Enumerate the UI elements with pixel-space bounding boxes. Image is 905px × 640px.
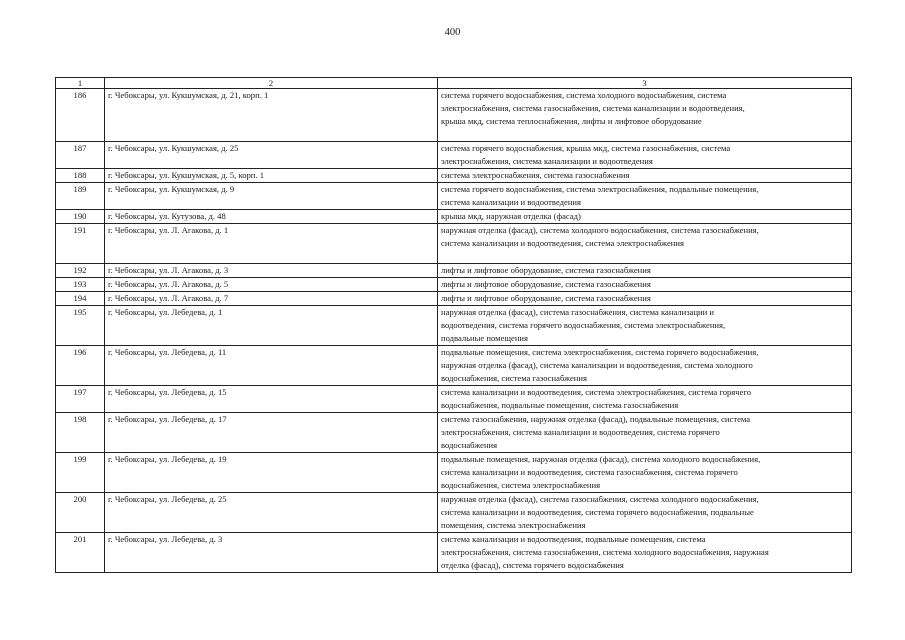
row-number: 194 xyxy=(56,292,105,306)
systems-line: наружная отделка (фасад), система газоснабжения, система канализации и xyxy=(441,307,714,317)
row-systems xyxy=(438,346,852,386)
table-row xyxy=(56,169,852,183)
systems-line: электроснабжения, система канализации и водоотведения xyxy=(441,156,653,166)
systems-line: подвальные помещения, система электроснабжения, система горячего водоснабжения, xyxy=(441,347,759,357)
row-address: г. Чебоксары, ул. Л. Агакова, д. 5 xyxy=(105,278,438,292)
row-address: г. Чебоксары, ул. Л. Агакова, д. 7 xyxy=(105,292,438,306)
systems-line: лифты и лифтовое оборудование, система газоснабжения xyxy=(441,279,651,289)
systems-line: отделка (фасад), система горячего водоснабжения xyxy=(441,560,624,570)
row-number: 193 xyxy=(56,278,105,292)
row-number: 190 xyxy=(56,210,105,224)
row-address: г. Чебоксары, ул. Лебедева, д. 19 xyxy=(105,453,438,493)
row-systems xyxy=(438,413,852,453)
row-address: г. Чебоксары, ул. Лебедева, д. 17 xyxy=(105,413,438,453)
row-systems xyxy=(438,89,852,142)
table-row xyxy=(56,210,852,224)
systems-line: водоснабжения, подвальные помещения, система газоснабжения xyxy=(441,400,679,410)
systems-line: лифты и лифтовое оборудование, система газоснабжения xyxy=(441,293,651,303)
table-row xyxy=(56,493,852,533)
systems-line: система газоснабжения, наружная отделка (фасад), подвальные помещения, система xyxy=(441,414,751,424)
systems-line: наружная отделка (фасад), система газоснабжения, система холодного водоснабжения, xyxy=(441,494,759,504)
row-number: 195 xyxy=(56,306,105,346)
row-address: г. Чебоксары, ул. Лебедева, д. 3 xyxy=(105,533,438,573)
table-row xyxy=(56,386,852,413)
systems-line: водоотведения, система горячего водоснабжения, система электроснабжения, xyxy=(441,320,726,330)
row-number: 188 xyxy=(56,169,105,183)
systems-line: система горячего водоснабжения, крыша мкд, система газоснабжения, система xyxy=(441,143,731,153)
table-row xyxy=(56,413,852,453)
row-address: г. Чебоксары, ул. Лебедева, д. 11 xyxy=(105,346,438,386)
systems-line: система горячего водоснабжения, система холодного водоснабжения, система xyxy=(441,90,727,100)
column-header-2: 2 xyxy=(105,78,438,89)
systems-line: электроснабжения, система газоснабжения, система канализации и водоотведения, xyxy=(441,103,745,113)
row-systems xyxy=(438,169,852,183)
table-row xyxy=(56,264,852,278)
row-number: 200 xyxy=(56,493,105,533)
page-number: 400 xyxy=(444,27,461,38)
systems-line: система канализации и водоотведения xyxy=(441,197,581,207)
systems-line: система канализации и водоотведения, система газоснабжения, система горячего xyxy=(441,467,738,477)
table-row xyxy=(56,142,852,169)
systems-line: система канализации и водоотведения, система электроснабжения xyxy=(441,238,684,248)
systems-line: подвальные помещения xyxy=(441,333,528,343)
row-address: г. Чебоксары, ул. Л. Агакова, д. 3 xyxy=(105,264,438,278)
systems-line: система канализации и водоотведения, подвальные помещения, система xyxy=(441,534,706,544)
row-systems xyxy=(438,142,852,169)
systems-line: наружная отделка (фасад), система холодного водоснабжения, система газоснабжения, xyxy=(441,225,759,235)
systems-line: водоснабжения, система электроснабжения xyxy=(441,480,601,490)
row-systems xyxy=(438,493,852,533)
row-address: г. Чебоксары, ул. Кукшумская, д. 21, корп. 1 xyxy=(105,89,438,142)
row-systems xyxy=(438,224,852,264)
systems-line: крыша мкд, система теплоснабжения, лифты и лифтовое оборудование xyxy=(441,116,702,126)
row-systems xyxy=(438,306,852,346)
row-address: г. Чебоксары, ул. Кукшумская, д. 25 xyxy=(105,142,438,169)
table-row xyxy=(56,278,852,292)
row-number: 187 xyxy=(56,142,105,169)
systems-line: водоснабжения, система газоснабжения xyxy=(441,373,587,383)
row-systems xyxy=(438,292,852,306)
systems-line: помещения, система электроснабжения xyxy=(441,520,586,530)
table-body xyxy=(56,89,852,573)
row-number: 198 xyxy=(56,413,105,453)
row-number: 192 xyxy=(56,264,105,278)
row-address: г. Чебоксары, ул. Кукшумская, д. 5, корп. 1 xyxy=(105,169,438,183)
row-systems xyxy=(438,453,852,493)
table-row xyxy=(56,533,852,573)
registry-table xyxy=(55,77,852,573)
column-header-1: 1 xyxy=(56,78,105,89)
row-address: г. Чебоксары, ул. Кукшумская, д. 9 xyxy=(105,183,438,210)
row-systems xyxy=(438,386,852,413)
table-row xyxy=(56,224,852,264)
row-systems xyxy=(438,210,852,224)
table-row xyxy=(56,183,852,210)
row-number: 186 xyxy=(56,89,105,142)
row-address: г. Чебоксары, ул. Лебедева, д. 1 xyxy=(105,306,438,346)
row-systems xyxy=(438,533,852,573)
systems-line: электроснабжения, система канализации и водоотведения, система горячего xyxy=(441,427,720,437)
systems-line: подвальные помещения, наружная отделка (фасад), система холодного водоснабжения, xyxy=(441,454,761,464)
systems-line: система канализации и водоотведения, система электроснабжения, система горячего xyxy=(441,387,751,397)
row-number: 189 xyxy=(56,183,105,210)
table-row xyxy=(56,306,852,346)
row-number: 196 xyxy=(56,346,105,386)
systems-line: водоснабжения xyxy=(441,440,498,450)
row-address: г. Чебоксары, ул. Л. Агакова, д. 1 xyxy=(105,224,438,264)
row-systems xyxy=(438,278,852,292)
systems-line: система электроснабжения, система газоснабжения xyxy=(441,170,630,180)
column-header-3: 3 xyxy=(438,78,852,89)
systems-line: система горячего водоснабжения, система электроснабжения, подвальные помещения, xyxy=(441,184,759,194)
table-row xyxy=(56,346,852,386)
systems-line: лифты и лифтовое оборудование, система газоснабжения xyxy=(441,265,651,275)
systems-line: электроснабжения, система газоснабжения, система холодного водоснабжения, наружная xyxy=(441,547,769,557)
row-address: г. Чебоксары, ул. Лебедева, д. 15 xyxy=(105,386,438,413)
table-row xyxy=(56,292,852,306)
row-number: 199 xyxy=(56,453,105,493)
row-systems xyxy=(438,264,852,278)
row-address: г. Чебоксары, ул. Лебедева, д. 25 xyxy=(105,493,438,533)
systems-line xyxy=(441,128,848,141)
row-number: 201 xyxy=(56,533,105,573)
table-row xyxy=(56,453,852,493)
systems-line xyxy=(441,250,848,263)
systems-line: крыша мкд, наружная отделка (фасад) xyxy=(441,211,581,221)
table-row xyxy=(56,89,852,142)
row-number: 197 xyxy=(56,386,105,413)
row-systems xyxy=(438,183,852,210)
row-number: 191 xyxy=(56,224,105,264)
column-number-row xyxy=(56,78,852,89)
systems-line: система канализации и водоотведения, система горячего водоснабжения, подвальные xyxy=(441,507,754,517)
row-address: г. Чебоксары, ул. Кутузова, д. 48 xyxy=(105,210,438,224)
systems-line: наружная отделка (фасад), система канализации и водоотведения, система холодного xyxy=(441,360,753,370)
